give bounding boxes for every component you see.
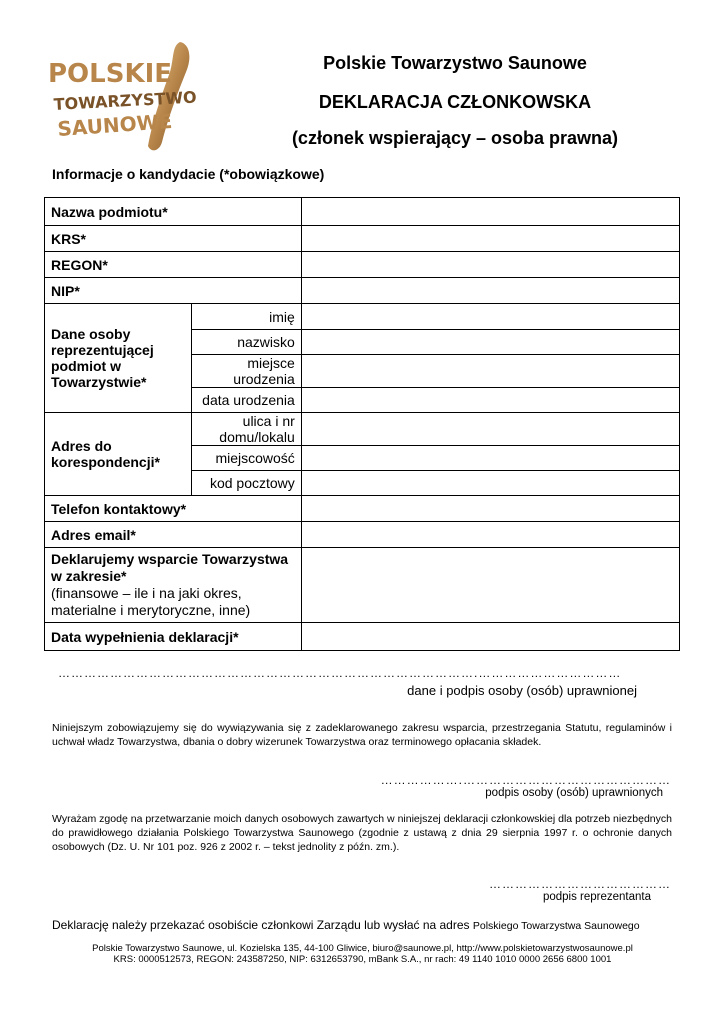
consent-paragraph: Wyrażam zgodę na przetwarzanie moich danych osobowych zawartych w niniejszej deklaracji członkowskiej dla potrzeb niezbędnych do prawidłowego działania Polskiego Towarzystwa Saunowego (zgodnie z ustawą z dnia 29 sierpnia 1997 r. o ochronie danych osobowych (Dz. U. Nr 101 poz. 926 z 2002 r. – tekst jednolity z późn. zm.).: [52, 813, 672, 853]
table-row: [45, 496, 680, 522]
table-row: [45, 548, 680, 623]
postal-code-field[interactable]: [301, 471, 679, 496]
delivery-note: [52, 918, 640, 932]
obligation-paragraph: Niniejszym zobowiązujemy się do wywiązywania się z zadeklarowanego zakresu wsparcia, przestrzegania Statutu, regulaminów i uchwał władz Towarzystwa, dbania o dobry wizerunek Towarzystwa oraz terminowego opłacania składek.: [52, 722, 672, 748]
document-title: DEKLARACJA CZŁONKOWSKA: [318, 92, 592, 112]
fill-date-label: Data wypełnienia deklaracji*: [45, 623, 302, 651]
birth-place-label: miejsce urodzenia: [192, 355, 301, 388]
entity-name-label: Nazwa podmiotu*: [45, 198, 302, 226]
delivery-note-main: Deklarację należy przekazać osobiście członkowi Zarządu lub wysłać na adres: [52, 918, 473, 932]
street-label: ulica i nr domu/lokalu: [192, 413, 301, 446]
last-name-field[interactable]: [301, 330, 679, 355]
logo-line1: POLSKIE: [48, 59, 173, 89]
logo: [40, 38, 205, 158]
representative-label: Dane osoby reprezentującej podmiot w Towarzystwie*: [45, 304, 192, 413]
fill-date-field[interactable]: [301, 623, 679, 651]
first-name-field[interactable]: [301, 304, 679, 330]
regon-label: REGON*: [45, 252, 302, 278]
delivery-note-org: Polskiego Towarzystwa Saunowego: [472, 920, 640, 932]
support-field[interactable]: [301, 548, 679, 623]
table-row: [45, 623, 680, 651]
phone-label: Telefon kontaktowy*: [45, 496, 302, 522]
birth-place-field[interactable]: [301, 355, 679, 388]
krs-label: KRS*: [45, 226, 302, 252]
signature-label-2: podpis osoby (osób) uprawnionych: [485, 787, 663, 799]
table-row: [45, 522, 680, 548]
regon-field[interactable]: [301, 252, 679, 278]
street-field[interactable]: [301, 413, 679, 446]
email-field[interactable]: [301, 522, 679, 548]
logo-line2: TOWARZYSTWO: [53, 87, 198, 114]
document-subtitle: (członek wspierający – osoba prawna): [291, 128, 619, 148]
table-row: [45, 304, 680, 330]
table-row: [45, 278, 680, 304]
first-name-label: imię: [192, 304, 301, 330]
support-label-bold: Deklarujemy wsparcie Towarzystwa w zakresie*: [51, 551, 289, 584]
birth-date-label: data urodzenia: [192, 388, 301, 413]
entity-name-field[interactable]: [301, 198, 679, 226]
krs-field[interactable]: [301, 226, 679, 252]
support-label: [45, 548, 302, 623]
birth-date-field[interactable]: [301, 388, 679, 413]
table-row: [45, 226, 680, 252]
table-row: [45, 252, 680, 278]
support-label-details: (finansowe – ile i na jaki okres, materialne i merytoryczne, inne): [51, 585, 251, 618]
logo-line3: SAUNOWE: [56, 109, 174, 141]
section-title: Informacje o kandydacie (*obowiązkowe): [52, 166, 325, 182]
city-field[interactable]: [301, 446, 679, 471]
city-label: miejscowość: [192, 446, 301, 471]
org-name: Polskie Towarzystwo Saunowe: [323, 53, 587, 73]
last-name-label: nazwisko: [192, 330, 301, 355]
signature-line-2[interactable]: ……………….…………………………………………: [380, 773, 671, 787]
signature-line-3[interactable]: ……………………………………: [489, 877, 671, 891]
nip-field[interactable]: [301, 278, 679, 304]
table-row: [45, 413, 680, 446]
postal-code-label: kod pocztowy: [192, 471, 301, 496]
address-label: Adres do korespondencji*: [45, 413, 192, 496]
signature-line-1[interactable]: …………………………………………………………………………………….……………………………: [58, 666, 622, 680]
footer-registry: KRS: 0000512573, REGON: 243587250, NIP: 6312653790, mBank S.A., nr rach: 49 1140 1010 0000 2656 6800 1001: [113, 954, 612, 965]
nip-label: NIP*: [45, 278, 302, 304]
phone-field[interactable]: [301, 496, 679, 522]
email-label: Adres email*: [45, 522, 302, 548]
ladle-logo-graphic: [40, 38, 205, 158]
footer-address: Polskie Towarzystwo Saunowe, ul. Kozielska 135, 44-100 Gliwice, biuro@saunowe.pl, http://www.polskietowarzystwosaunowe.pl: [92, 943, 633, 954]
candidate-form-table: [44, 197, 680, 651]
signature-label-3: podpis reprezentanta: [542, 891, 651, 903]
table-row: [45, 198, 680, 226]
signature-label-1: dane i podpis osoby (osób) uprawnionej: [407, 683, 637, 698]
